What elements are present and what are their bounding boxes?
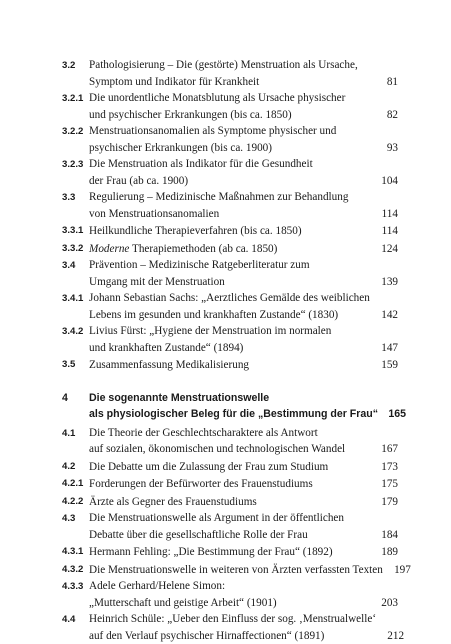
title-line: und psychischer Erkrankungen (bis ca. 1850) bbox=[89, 107, 370, 124]
title-line: psychischer Erkrankungen (bis ca. 1900) bbox=[89, 140, 370, 157]
toc-entry bbox=[62, 561, 398, 579]
page-number: 81 bbox=[378, 74, 398, 91]
toc-entry bbox=[62, 578, 398, 611]
section-number: 3.2.2 bbox=[62, 123, 89, 141]
title-line: Heilkundliche Therapieverfahren (bis ca. 1850) bbox=[89, 223, 370, 240]
section-title bbox=[89, 425, 378, 458]
page-number: 114 bbox=[378, 223, 398, 240]
page-number: 147 bbox=[378, 340, 398, 357]
title-line: Symptom und Indikator für Krankheit bbox=[89, 74, 370, 91]
page-number: 159 bbox=[378, 357, 398, 374]
page-number: 212 bbox=[384, 628, 404, 644]
section-title bbox=[89, 189, 378, 222]
section-number: 3.3 bbox=[62, 189, 89, 207]
page-number: 104 bbox=[378, 173, 398, 190]
title-line: Debatte über die gesellschaftliche Rolle der Frau bbox=[89, 527, 370, 544]
section-number: 3.2.3 bbox=[62, 156, 89, 174]
page-number: 175 bbox=[378, 476, 398, 493]
section-number: 4.4 bbox=[62, 611, 89, 629]
toc-entry bbox=[62, 222, 398, 240]
toc-entry bbox=[62, 356, 398, 374]
title-line: auf sozialen, ökonomischen und technologischen Wandel bbox=[89, 441, 370, 458]
section-number: 3.2 bbox=[62, 57, 89, 75]
title-line: Zusammenfassung Medikalisierung bbox=[89, 357, 370, 374]
title-line: Die Theorie der Geschlechtscharaktere als Antwort bbox=[89, 425, 370, 442]
toc-entry bbox=[62, 257, 398, 290]
toc-entry bbox=[62, 290, 398, 323]
section-number: 4.2.1 bbox=[62, 475, 89, 493]
toc-entry bbox=[62, 123, 398, 156]
title-line: Umgang mit der Menstruation bbox=[89, 274, 370, 291]
section-title bbox=[89, 57, 378, 90]
section-title bbox=[89, 123, 378, 156]
title-line: Ärzte als Gegner des Frauenstudiums bbox=[89, 494, 370, 511]
toc-entry bbox=[62, 475, 398, 493]
section-number: 4.2.2 bbox=[62, 493, 89, 511]
title-line: auf den Verlauf psychischer Hirnaffectionen“ (1891) bbox=[89, 628, 376, 644]
toc-entry bbox=[62, 425, 398, 458]
section-number: 3.4.1 bbox=[62, 290, 89, 308]
chapter-number: 4 bbox=[62, 390, 89, 407]
toc-chapter-heading bbox=[62, 390, 398, 423]
title-line: und krankhaften Zustande“ (1894) bbox=[89, 340, 370, 357]
section-title bbox=[89, 544, 378, 561]
title-line: Heinrich Schüle: „Ueber den Einfluss der sog. ‚Menstrualwelle‘ bbox=[89, 611, 376, 628]
toc-entry bbox=[62, 156, 398, 189]
table-of-contents bbox=[62, 57, 398, 644]
title-line: als physiologischer Beleg für die „Bestimmung der Frau“ bbox=[89, 406, 378, 423]
page-number: 167 bbox=[378, 441, 398, 458]
page-number: 114 bbox=[378, 206, 398, 223]
section-number: 3.3.1 bbox=[62, 222, 89, 240]
toc-entry bbox=[62, 543, 398, 561]
page-number: 139 bbox=[378, 274, 398, 291]
section-title bbox=[89, 510, 378, 543]
title-line: Die Menstruation als Indikator für die Gesundheit bbox=[89, 156, 370, 173]
toc-entry bbox=[62, 57, 398, 90]
title-line: Die Menstruationswelle als Argument in der öffentlichen bbox=[89, 510, 370, 527]
section-number: 3.4 bbox=[62, 257, 89, 275]
title-line: Prävention – Medizinische Ratgeberliteratur zum bbox=[89, 257, 370, 274]
title-line: Die unordentliche Monatsblutung als Ursache physischer bbox=[89, 90, 370, 107]
section-title bbox=[89, 578, 378, 611]
section-number: 4.3.2 bbox=[62, 561, 89, 579]
page-number: 93 bbox=[378, 140, 398, 157]
title-line: Lebens im gesunden und krankhaften Zustande“ (1830) bbox=[89, 307, 370, 324]
section-title bbox=[89, 257, 378, 290]
page-number: 173 bbox=[378, 459, 398, 476]
title-line: Forderungen der Befürworter des Frauenstudiums bbox=[89, 476, 370, 493]
section-title bbox=[89, 90, 378, 123]
page-number: 189 bbox=[378, 544, 398, 561]
section-title bbox=[89, 223, 378, 240]
section-title bbox=[89, 459, 378, 476]
title-text: Therapiemethoden (ab ca. 1850) bbox=[129, 243, 277, 255]
page-number: 124 bbox=[378, 241, 398, 258]
section-number: 4.3.1 bbox=[62, 543, 89, 561]
page-number: 203 bbox=[378, 595, 398, 612]
section-title bbox=[89, 562, 391, 579]
title-line: Die Menstruationswelle in weiteren von Ärzten verfassten Texten bbox=[89, 562, 383, 579]
title-line: Johann Sebastian Sachs: „Aerztliches Gemälde des weiblichen bbox=[89, 290, 370, 307]
toc-entry bbox=[62, 458, 398, 476]
page-number: 179 bbox=[378, 494, 398, 511]
title-line: von Menstruationsanomalien bbox=[89, 206, 370, 223]
italic-word: Moderne bbox=[89, 243, 129, 255]
title-line: Adele Gerhard/Helene Simon: bbox=[89, 578, 370, 595]
section-number: 3.4.2 bbox=[62, 323, 89, 341]
section-number: 3.3.2 bbox=[62, 240, 89, 258]
section-number: 3.2.1 bbox=[62, 90, 89, 108]
toc-entry bbox=[62, 240, 398, 258]
section-title bbox=[89, 241, 378, 258]
section-title bbox=[89, 476, 378, 493]
title-line: Menstruationsanomalien als Symptome physischer und bbox=[89, 123, 370, 140]
title-line: Regulierung – Medizinische Maßnahmen zur Behandlung bbox=[89, 189, 370, 206]
section-number: 3.5 bbox=[62, 356, 89, 374]
section-number: 4.1 bbox=[62, 425, 89, 443]
toc-entry bbox=[62, 493, 398, 511]
toc-entry bbox=[62, 510, 398, 543]
section-title bbox=[89, 323, 378, 356]
title-line: „Mutterschaft und geistige Arbeit“ (1901) bbox=[89, 595, 370, 612]
page-number: 142 bbox=[378, 307, 398, 324]
toc-entry bbox=[62, 611, 398, 644]
page-number: 184 bbox=[378, 527, 398, 544]
title-line: Die Debatte um die Zulassung der Frau zum Studium bbox=[89, 459, 370, 476]
page-number: 165 bbox=[386, 406, 406, 423]
page-number: 82 bbox=[378, 107, 398, 124]
toc-entry bbox=[62, 90, 398, 123]
section-title bbox=[89, 156, 378, 189]
section-number: 4.2 bbox=[62, 458, 89, 476]
title-line: Hermann Fehling: „Die Bestimmung der Frau“ (1892) bbox=[89, 544, 370, 561]
title-line: Die sogenannte Menstruationswelle bbox=[89, 390, 378, 407]
section-title bbox=[89, 494, 378, 511]
page-number: 197 bbox=[391, 562, 411, 579]
title-line bbox=[89, 241, 370, 258]
toc-entry bbox=[62, 189, 398, 222]
section-title bbox=[89, 357, 378, 374]
section-title bbox=[89, 290, 378, 323]
section-number: 4.3 bbox=[62, 510, 89, 528]
chapter-title bbox=[89, 390, 386, 423]
section-title bbox=[89, 611, 384, 644]
toc-entry bbox=[62, 323, 398, 356]
title-line: Livius Fürst: „Hygiene der Menstruation im normalen bbox=[89, 323, 370, 340]
title-line: der Frau (ab ca. 1900) bbox=[89, 173, 370, 190]
section-number: 4.3.3 bbox=[62, 578, 89, 596]
title-line: Pathologisierung – Die (gestörte) Menstruation als Ursache, bbox=[89, 57, 370, 74]
